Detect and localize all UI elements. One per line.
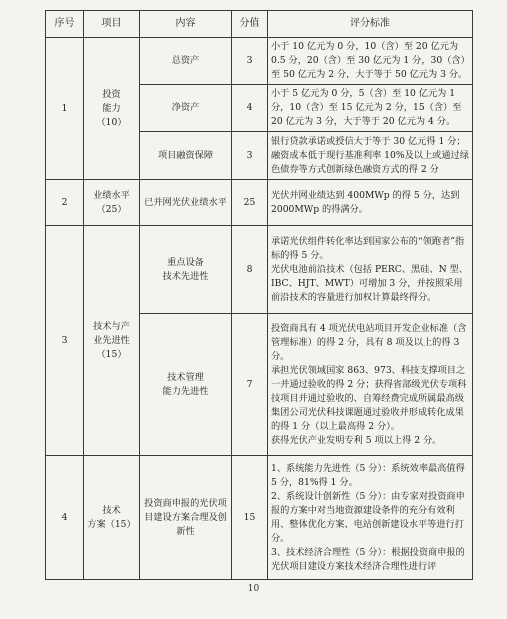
content-cell: 重点设备 技术先进性 xyxy=(140,226,232,314)
score-cell: 4 xyxy=(232,85,268,132)
score-cell: 3 xyxy=(232,132,268,180)
content-cell: 技术管理 能力先进性 xyxy=(140,314,232,456)
criteria-cell: 银行贷款承诺或授信大于等于 30 亿元得 1 分；融资成本低于现行基准利率 10%及以上或通过绿色债券等方式创新绿色融资方式的得 2 分 xyxy=(268,132,473,180)
criteria-paragraph: 承担光伏领域国家 863、973、科技支撑项目之一并通过验收的得 2 分；获得省部级光伏专项科技项目并通过验收的、自筹经费完成所属最高级集团公司光伏科技课题通过验收并形成转化成果的得 1 分（以上最高得 2 分）。 xyxy=(271,364,467,432)
item-label: 技术与产 业先进性 （15） xyxy=(84,226,140,456)
table-row xyxy=(46,456,473,580)
score-cell: 25 xyxy=(232,180,268,226)
score-cell: 7 xyxy=(232,314,268,456)
content-cell: 项目融资保障 xyxy=(140,132,232,180)
score-cell: 3 xyxy=(232,38,268,85)
item-label: 业绩水平 （25） xyxy=(84,180,140,226)
criteria-cell: 小于 10 亿元为 0 分，10（含）至 20 亿元为 0.5 分，20（含）至 30 亿元为 1 分，30（含）至 50 亿元为 2 分，大于等于 50 亿元为 3 分。 xyxy=(268,38,473,85)
header-score: 分值 xyxy=(232,11,268,38)
criteria-cell xyxy=(268,226,473,314)
page-number: 10 xyxy=(247,584,260,594)
row-number: 1 xyxy=(46,38,84,180)
score-cell: 8 xyxy=(232,226,268,314)
criteria-cell xyxy=(268,314,473,456)
row-number: 4 xyxy=(46,456,84,580)
criteria-cell: 小于 5 亿元为 0 分，5（含）至 10 亿元为 1 分，10（含）至 15 亿元为 2 分，15（含）至 20 亿元为 3 分，大于等于 20 亿元为 4 分。 xyxy=(268,85,473,132)
row-number: 3 xyxy=(46,226,84,456)
table-row xyxy=(46,38,473,85)
criteria-paragraph: 2、系统设计创新性（5 分）：由专家对投资商申报的方案中对当地资源建设条件的充分有效利用、整体优化方案、电站创新建设水平等进行打分。 xyxy=(271,490,465,544)
content-cell: 投资商申报的光伏项目建设方案合理及创新性 xyxy=(140,456,232,580)
score-cell: 15 xyxy=(232,456,268,580)
table-header-row xyxy=(46,11,473,38)
header-content: 内容 xyxy=(140,11,232,38)
content-cell: 净资产 xyxy=(140,85,232,132)
criteria-paragraph: 投资商具有 4 项光伏电站项目开发企业标准（含管理标准）的得 2 分，具有 8 项及以上的得 3 分。 xyxy=(271,322,467,362)
table-row xyxy=(46,180,473,226)
item-label: 技术 方案（15） xyxy=(84,456,140,580)
header-criteria: 评分标准 xyxy=(268,11,473,38)
scoring-table xyxy=(45,10,473,580)
table-row xyxy=(46,226,473,314)
criteria-paragraph: 1、系统能力先进性（5 分）：系统效率最高值得 5 分，81%得 1 分。 xyxy=(271,462,465,488)
criteria-paragraph: 承诺光伏组件转化率达到国家公布的“领跑者”指标的得 5 分。 xyxy=(271,235,465,261)
criteria-cell: 光伏并网业绩达到 400MWp 的得 5 分，达到 2000MWp 的得满分。 xyxy=(268,180,473,226)
criteria-paragraph: 光伏电池前沿技术（包括 PERC、黑硅、N 型、IBC、HJT、MWT）可增加 3 分，并按照采用前沿技术的容量进行加权计算最终得分。 xyxy=(271,263,468,303)
content-cell: 已并网光伏业绩水平 xyxy=(140,180,232,226)
criteria-paragraph: 获得光伏产业发明专利 5 项以上得 2 分。 xyxy=(271,434,442,446)
header-number: 序号 xyxy=(46,11,84,38)
content-cell: 总资产 xyxy=(140,38,232,85)
criteria-cell xyxy=(268,456,473,580)
criteria-paragraph: 3、技术经济合理性（5 分）：根据投资商申报的光伏项目建设方案技术经济合理性进行评 xyxy=(271,546,465,572)
item-label: 投资 能力 （10） xyxy=(84,38,140,180)
header-item: 项目 xyxy=(84,11,140,38)
row-number: 2 xyxy=(46,180,84,226)
